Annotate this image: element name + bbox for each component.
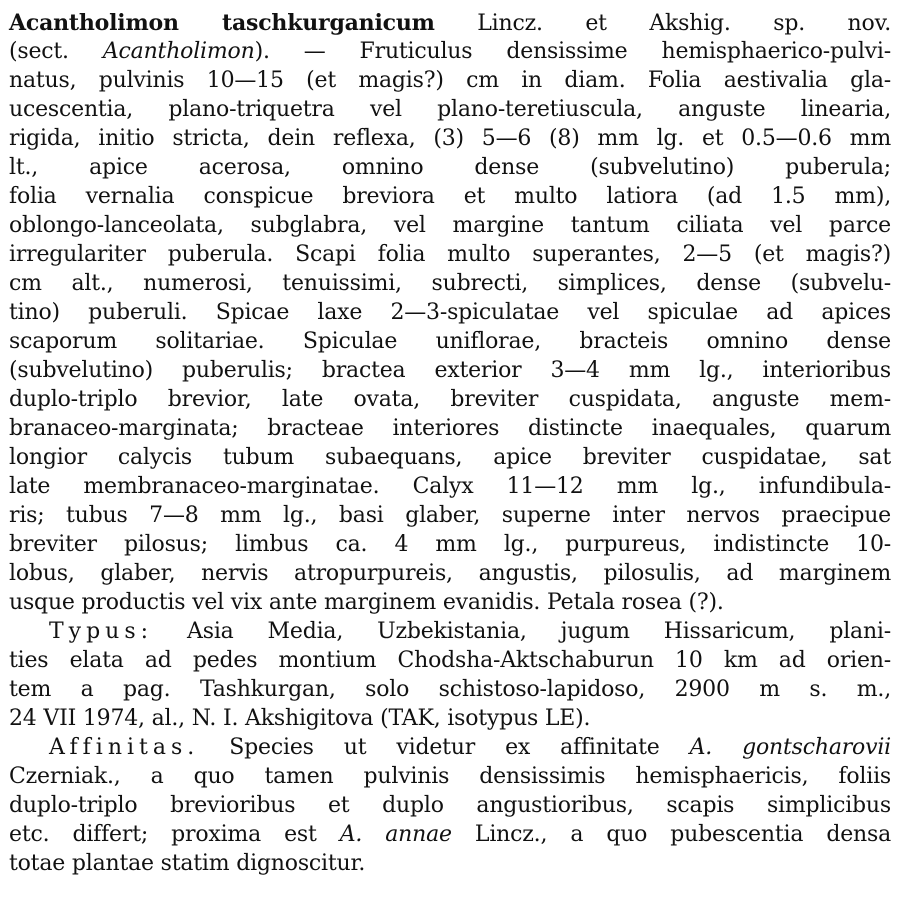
affinitas-line: totae plantae statim dignoscitur. — [9, 851, 366, 876]
typus-line: ties elata ad pedes montium Chodsha-Aktschaburun 10 km ad orien- — [9, 648, 891, 673]
section-name: Acantholimon — [102, 39, 255, 64]
typus-line: 24 VII 1974, al., N. I. Akshigitova (TAK, isotypus LE). — [9, 706, 591, 731]
typus-label: Typus: — [49, 619, 154, 644]
affinitas-line: Czerniak., a quo tamen pulvinis densissimis hemisphaericis, foliis — [9, 764, 891, 789]
diagnosis-line: folia vernalia conspicue breviora et multo latiora (ad 1.5 mm), — [9, 184, 891, 209]
diagnosis-line: duplo-triplo brevior, late ovata, breviter cuspidata, anguste mem- — [9, 387, 891, 412]
diagnosis-line: late membranaceo-marginatae. Calyx 11—12 mm lg., infundibula- — [9, 474, 891, 499]
typus-line: tem a pag. Tashkurgan, solo schistoso-lapidoso, 2900 m s. m., — [9, 677, 891, 702]
species-name: Acantholimon taschkurganicum — [9, 10, 435, 36]
diagnosis-line: ris; tubus 7—8 mm lg., basi glaber, superne inter nervos praecipue — [9, 503, 891, 528]
affinitas-line: Affinitas. Species ut videtur ex affinitate A. gontscharovii — [49, 735, 892, 760]
diagnosis-line: irregulariter puberula. Scapi folia multo superantes, 2—5 (et magis?) — [9, 242, 891, 267]
typus-line: Typus: Asia Media, Uzbekistania, jugum Hissaricum, plani- — [49, 619, 891, 644]
affinitas-line: etc. differt; proxima est A. annae Lincz., a quo pubescentia densa — [9, 822, 891, 847]
affinitas-label: Affinitas. — [49, 735, 200, 760]
species-heading-line — [9, 8, 891, 38]
related-species: A. annae — [339, 822, 452, 847]
diagnosis-line: ucescentia, plano-triquetra vel plano-teretiuscula, anguste linearia, — [9, 97, 891, 122]
affinitas-line: duplo-triplo brevioribus et duplo angustioribus, scapis simplicibus — [9, 793, 891, 818]
diagnosis-line: lobus, glaber, nervis atropurpureis, angustis, pilosulis, ad marginem — [9, 561, 891, 586]
diagnosis-line: rigida, initio stricta, dein reflexa, (3) 5—6 (8) mm lg. et 0.5—0.6 mm — [9, 126, 891, 151]
related-species: A. gontscharovii — [689, 735, 892, 760]
diagnosis-line: branaceo-marginata; bracteae interiores distincte inaequales, quarum — [9, 416, 891, 441]
diagnosis-line: natus, pulvinis 10—15 (et magis?) cm in diam. Folia aestivalia gla- — [9, 68, 891, 93]
diagnosis-line: (subvelutino) puberulis; bractea exterior 3—4 mm lg., interioribus — [9, 358, 891, 383]
section-line: (sect. Acantholimon). — Fruticulus densissime hemisphaerico-pulvi- — [9, 39, 891, 64]
diagnosis-line: usque productis vel vix ante marginem evanidis. Petala rosea (?). — [9, 590, 724, 615]
species-authority: Lincz. et Akshig. sp. nov. — [477, 11, 891, 36]
diagnosis-line: longior calycis tubum subaequans, apice breviter cuspidatae, sat — [9, 445, 891, 470]
diagnosis-line: breviter pilosus; limbus ca. 4 mm lg., purpureus, indistincte 10- — [9, 532, 891, 557]
diagnosis-line: lt., apice acerosa, omnino dense (subvelutino) puberula; — [9, 155, 891, 180]
diagnosis-line: cm alt., numerosi, tenuissimi, subrecti, simplices, dense (subvelu- — [9, 271, 891, 296]
diagnosis-line: oblongo-lanceolata, subglabra, vel margine tantum ciliata vel parce — [9, 213, 891, 238]
diagnosis-line: scaporum solitariae. Spiculae uniflorae, bracteis omnino dense — [9, 329, 891, 354]
diagnosis-line: tino) puberuli. Spicae laxe 2—3-spiculatae vel spiculae ad apices — [9, 300, 891, 325]
